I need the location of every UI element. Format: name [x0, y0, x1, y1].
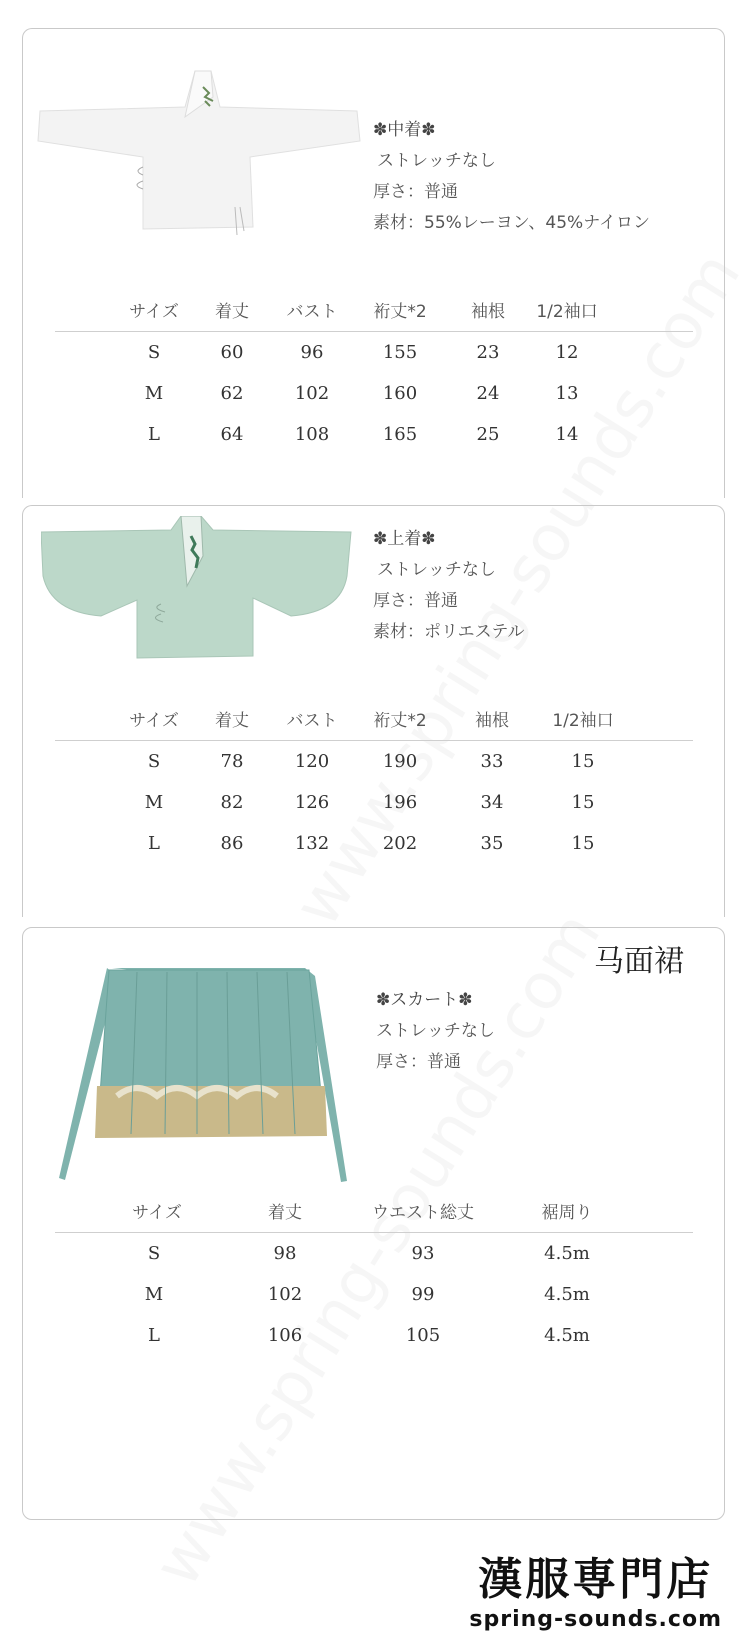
inner-garment-info	[373, 115, 650, 239]
table-cell: 35	[480, 833, 504, 854]
info-line: ストレッチなし	[377, 151, 496, 171]
header-cell: ウエスト総丈	[372, 1203, 474, 1223]
table-cell: 160	[382, 383, 418, 404]
outer-garment-panel	[22, 505, 725, 917]
header-cell: サイズ	[129, 711, 179, 731]
brand-logo	[469, 1553, 722, 1632]
table-cell: 86	[220, 833, 244, 854]
header-cell: 着丈	[215, 711, 249, 731]
skirt-image	[57, 966, 357, 1186]
header-cell: 着丈	[268, 1203, 302, 1223]
table-cell: L	[148, 1325, 160, 1346]
header-cell: 裄丈*2	[373, 711, 427, 731]
table-cell: 60	[220, 342, 244, 363]
outer-garment-info	[373, 524, 524, 648]
header-cell: サイズ	[132, 1203, 182, 1223]
table-row	[55, 782, 693, 823]
info-line: 厚さ：普通	[373, 591, 458, 611]
table-cell: 102	[267, 1284, 303, 1305]
header-cell: 1/2袖口	[536, 302, 598, 322]
size-table	[55, 700, 693, 864]
header-cell: 袖根	[475, 711, 509, 731]
table-cell: 102	[294, 383, 330, 404]
table-cell: M	[144, 792, 164, 813]
table-cell: 25	[476, 424, 500, 445]
table-cell: 105	[405, 1325, 441, 1346]
brand-name: 漢服専門店	[478, 1554, 714, 1605]
table-header	[55, 291, 693, 332]
table-cell: 78	[220, 751, 244, 772]
skirt-info	[376, 985, 495, 1078]
table-cell: L	[148, 424, 160, 445]
table-cell: S	[147, 1243, 161, 1264]
table-cell: M	[144, 383, 164, 404]
table-row	[55, 1315, 693, 1356]
table-row	[55, 373, 693, 414]
table-cell: 202	[382, 833, 418, 854]
info-title: ✽上着✽	[373, 529, 436, 549]
table-cell: 15	[571, 751, 595, 772]
table-cell: 165	[382, 424, 418, 445]
table-cell: 33	[480, 751, 504, 772]
info-title: ✽スカート✽	[376, 990, 473, 1010]
table-cell: 23	[476, 342, 500, 363]
skirt-label: 马面裙	[594, 944, 684, 979]
table-cell: 126	[294, 792, 330, 813]
table-cell: 13	[555, 383, 579, 404]
info-line: 厚さ：普通	[376, 1052, 461, 1072]
outer-garment-image	[41, 516, 361, 666]
header-cell: バスト	[286, 711, 338, 731]
table-cell: 96	[300, 342, 324, 363]
table-cell: 14	[555, 424, 579, 445]
info-line: 素材：55%レーヨン、45%ナイロン	[373, 213, 651, 233]
size-table	[55, 1192, 693, 1356]
table-cell: 15	[571, 792, 595, 813]
brand-url: spring-sounds.com	[469, 1607, 722, 1632]
header-cell: 1/2袖口	[552, 711, 614, 731]
info-line: 素材：ポリエステル	[373, 622, 525, 642]
table-cell: 155	[382, 342, 418, 363]
table-cell: 196	[382, 792, 418, 813]
table-cell: 120	[294, 751, 330, 772]
inner-garment-image	[35, 57, 365, 257]
table-cell: M	[144, 1284, 164, 1305]
table-row	[55, 823, 693, 864]
table-cell: S	[147, 751, 161, 772]
table-row	[55, 1233, 693, 1274]
skirt-panel	[22, 927, 725, 1520]
table-cell: 62	[220, 383, 244, 404]
table-row	[55, 741, 693, 782]
table-cell: 12	[555, 342, 579, 363]
inner-garment-panel	[22, 28, 725, 498]
header-cell: サイズ	[129, 302, 179, 322]
table-row	[55, 414, 693, 455]
table-cell: 82	[220, 792, 244, 813]
table-header	[55, 1192, 693, 1233]
header-cell: 裾周り	[541, 1203, 593, 1223]
table-row	[55, 1274, 693, 1315]
info-line: 厚さ：普通	[373, 182, 458, 202]
table-cell: 24	[476, 383, 500, 404]
header-cell: 着丈	[215, 302, 249, 322]
table-cell: 106	[267, 1325, 303, 1346]
table-header	[55, 700, 693, 741]
table-cell: L	[148, 833, 160, 854]
info-title: ✽中着✽	[373, 120, 436, 140]
table-cell: 190	[382, 751, 418, 772]
table-cell: 99	[411, 1284, 435, 1305]
table-cell: 132	[294, 833, 330, 854]
info-line: ストレッチなし	[376, 1021, 495, 1041]
table-cell: 98	[273, 1243, 297, 1264]
table-cell: 34	[480, 792, 504, 813]
size-table	[55, 291, 693, 455]
table-row	[55, 332, 693, 373]
table-cell: 64	[220, 424, 244, 445]
table-cell: 4.5m	[544, 1325, 590, 1346]
table-cell: 4.5m	[544, 1243, 590, 1264]
table-cell: 15	[571, 833, 595, 854]
table-cell: 93	[411, 1243, 435, 1264]
header-cell: 裄丈*2	[373, 302, 427, 322]
table-cell: 108	[294, 424, 330, 445]
info-line: ストレッチなし	[377, 560, 496, 580]
table-cell: 4.5m	[544, 1284, 590, 1305]
header-cell: バスト	[286, 302, 338, 322]
header-cell: 袖根	[471, 302, 505, 322]
table-cell: S	[147, 342, 161, 363]
